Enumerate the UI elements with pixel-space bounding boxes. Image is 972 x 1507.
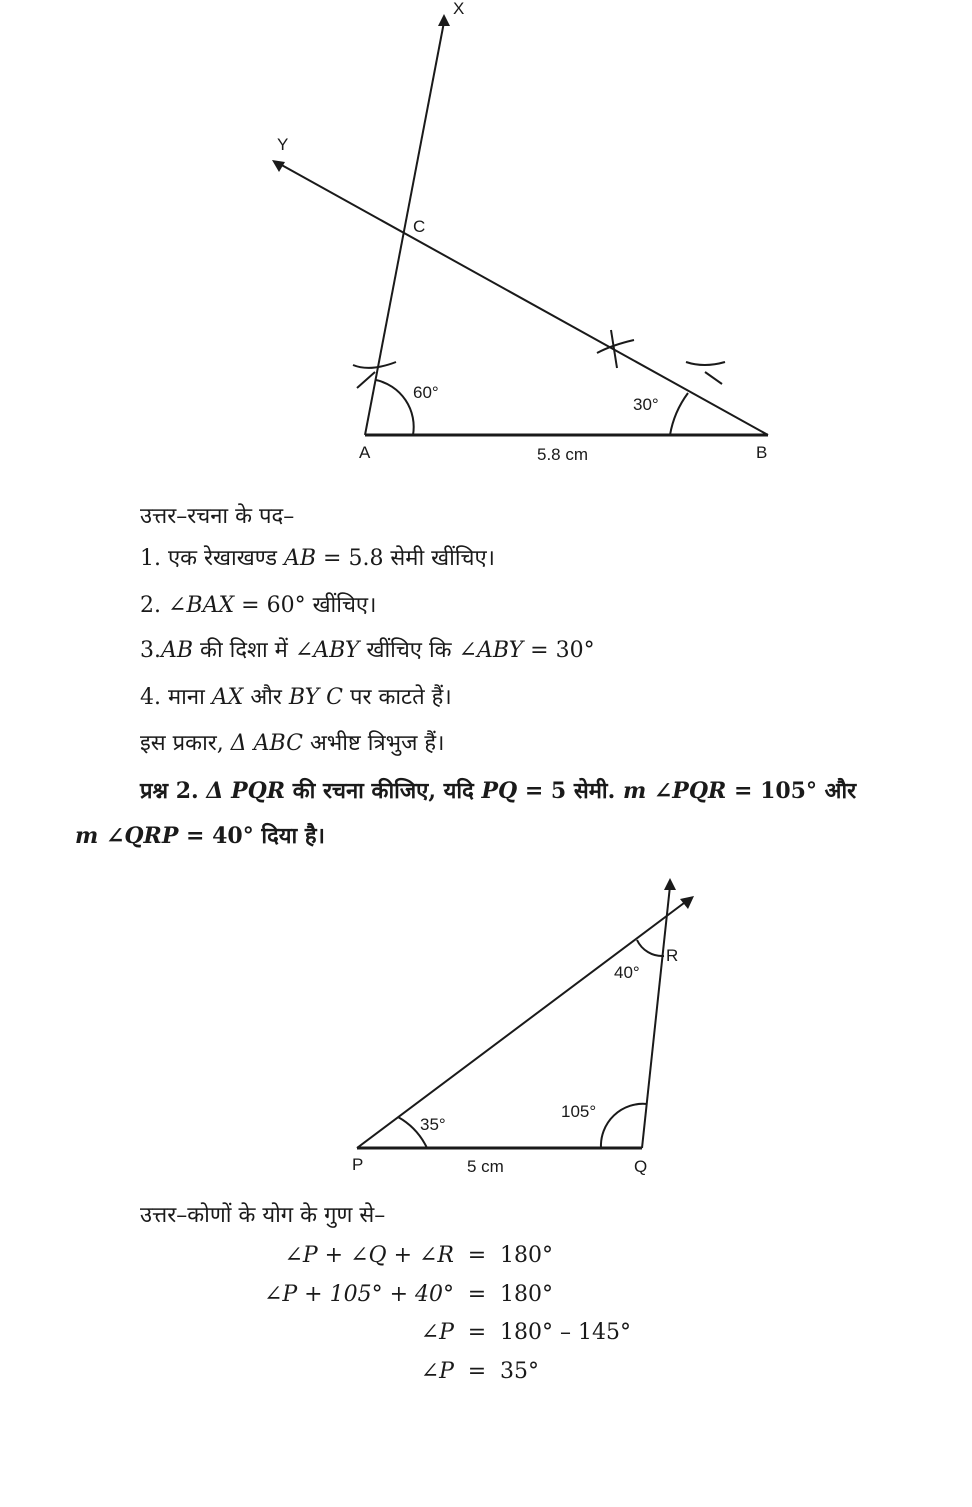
equation-3: ∠P = 180° – 145° — [420, 1320, 631, 1345]
equation-4: ∠P = 35° — [420, 1359, 539, 1384]
equation-2: ∠P + 105° + 40° = 180° — [263, 1282, 553, 1307]
angle-r-label: 40° — [614, 963, 640, 982]
label-p: P — [352, 1155, 364, 1174]
answer1-heading: उत्तर–रचना के पद– — [140, 504, 295, 529]
angle-q-label: 105° — [561, 1102, 597, 1121]
question-2-line2: m ∠QRP = 40° दिया है। — [75, 823, 325, 849]
label-a: A — [359, 443, 371, 462]
step-4: 4. माना AX और BY C पर काटते हैं। — [140, 685, 452, 710]
side-ab-label: 5.8 cm — [537, 445, 589, 464]
question-2-line1: प्रश्न 2. Δ PQR की रचना कीजिए, यदि PQ = 5 सेमी. m ∠PQR = 105° और — [140, 778, 857, 804]
step-2: 2. ∠BAX = 60° खींचिए। — [140, 593, 377, 618]
angle-b-label: 30° — [633, 395, 659, 414]
angle-a-label: 60° — [413, 383, 439, 402]
label-b: B — [756, 443, 768, 462]
answer2-heading: उत्तर–कोणों के योग के गुण से– — [140, 1203, 386, 1228]
side-pq-label: 5 cm — [467, 1157, 504, 1176]
equation-1: ∠P + ∠Q + ∠R = 180° — [284, 1243, 553, 1268]
step-1: 1. एक रेखाखण्ड AB = 5.8 सेमी खींचिए। — [140, 546, 496, 571]
label-c: C — [413, 217, 426, 236]
label-r: R — [666, 946, 679, 965]
label-x: X — [453, 0, 465, 18]
label-q: Q — [634, 1157, 648, 1176]
label-y: Y — [277, 135, 289, 154]
angle-p-label: 35° — [420, 1115, 446, 1134]
step-3: 3.AB की दिशा में ∠ABY खींचिए कि ∠ABY = 30° — [140, 638, 595, 663]
conclusion-1: इस प्रकार, Δ ABC अभीष्ट त्रिभुज हैं। — [140, 731, 445, 756]
